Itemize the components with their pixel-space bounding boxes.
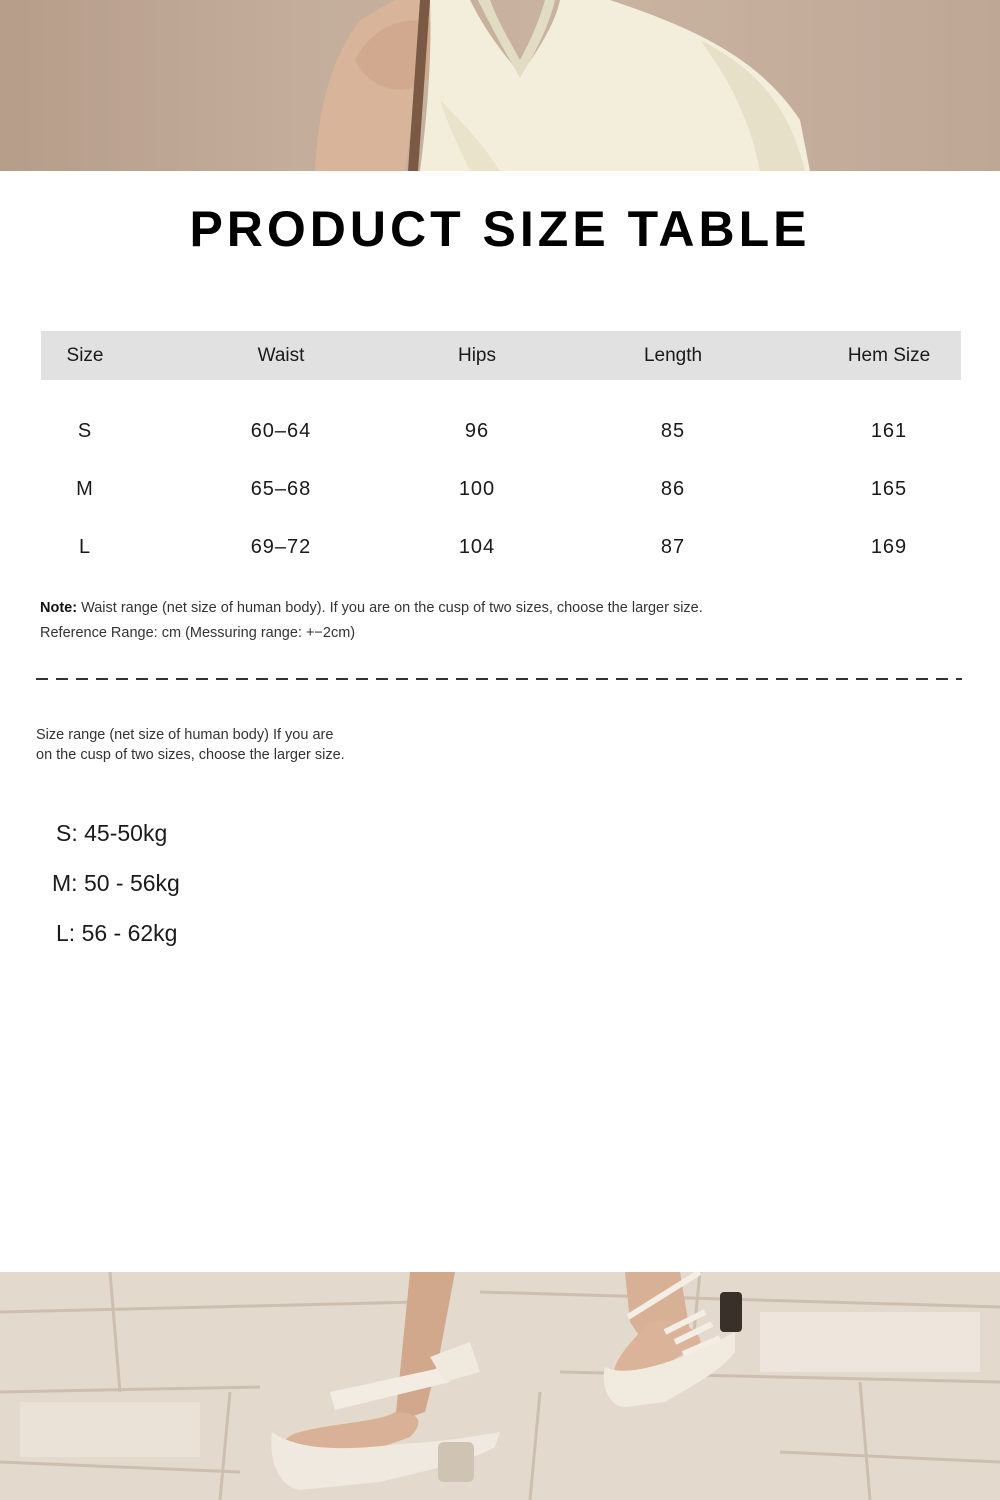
weight-s: S: 45-50kg <box>56 820 168 846</box>
header-hem-size: Hem Size <box>847 344 931 366</box>
range-note <box>36 725 396 765</box>
cell-size: S <box>77 419 93 442</box>
cell-waist: 65–68 <box>250 477 312 500</box>
range-note-line-2: on the cusp of two sizes, choose the larger size. <box>36 747 345 763</box>
cell-hem-size: 169 <box>870 535 908 558</box>
note-line <box>40 596 703 621</box>
header-size: Size <box>66 344 104 366</box>
cell-size: M <box>76 477 94 500</box>
cell-hips: 104 <box>458 535 496 558</box>
weight-m: M: 50 - 56kg <box>52 870 180 896</box>
cell-hem-size: 161 <box>870 419 908 442</box>
weight-l: L: 56 - 62kg <box>56 920 178 946</box>
range-note-line-1: Size range (net size of human body) If you are <box>36 727 334 743</box>
top-product-photo <box>0 0 1000 171</box>
dashed-divider <box>36 678 962 680</box>
note-label: Note: <box>40 600 78 616</box>
table-row <box>41 518 961 576</box>
cell-hips: 100 <box>458 477 496 500</box>
size-note <box>40 596 703 646</box>
header-length: Length <box>643 344 703 366</box>
header-hips: Hips <box>457 344 496 366</box>
size-table <box>41 331 961 576</box>
cell-hips: 96 <box>464 419 490 442</box>
cell-length: 86 <box>660 477 686 500</box>
cell-hem-size: 165 <box>870 477 908 500</box>
note-text: Waist range (net size of human body). If you are on the cusp of two sizes, choose the larger size. <box>77 600 703 616</box>
table-header <box>41 331 961 380</box>
cell-waist: 69–72 <box>250 535 312 558</box>
weight-guide <box>52 818 180 968</box>
reference-range: Reference Range: cm (Messuring range: +−2cm) <box>40 625 356 641</box>
bottom-product-photo <box>0 1272 1000 1500</box>
page-title: PRODUCT SIZE TABLE <box>189 201 811 257</box>
cell-size: L <box>78 535 92 558</box>
cell-length: 87 <box>660 535 686 558</box>
header-waist: Waist <box>257 344 305 366</box>
table-body <box>41 402 961 576</box>
table-row <box>41 402 961 460</box>
cell-length: 85 <box>660 419 686 442</box>
cell-waist: 60–64 <box>250 419 312 442</box>
table-row <box>41 460 961 518</box>
